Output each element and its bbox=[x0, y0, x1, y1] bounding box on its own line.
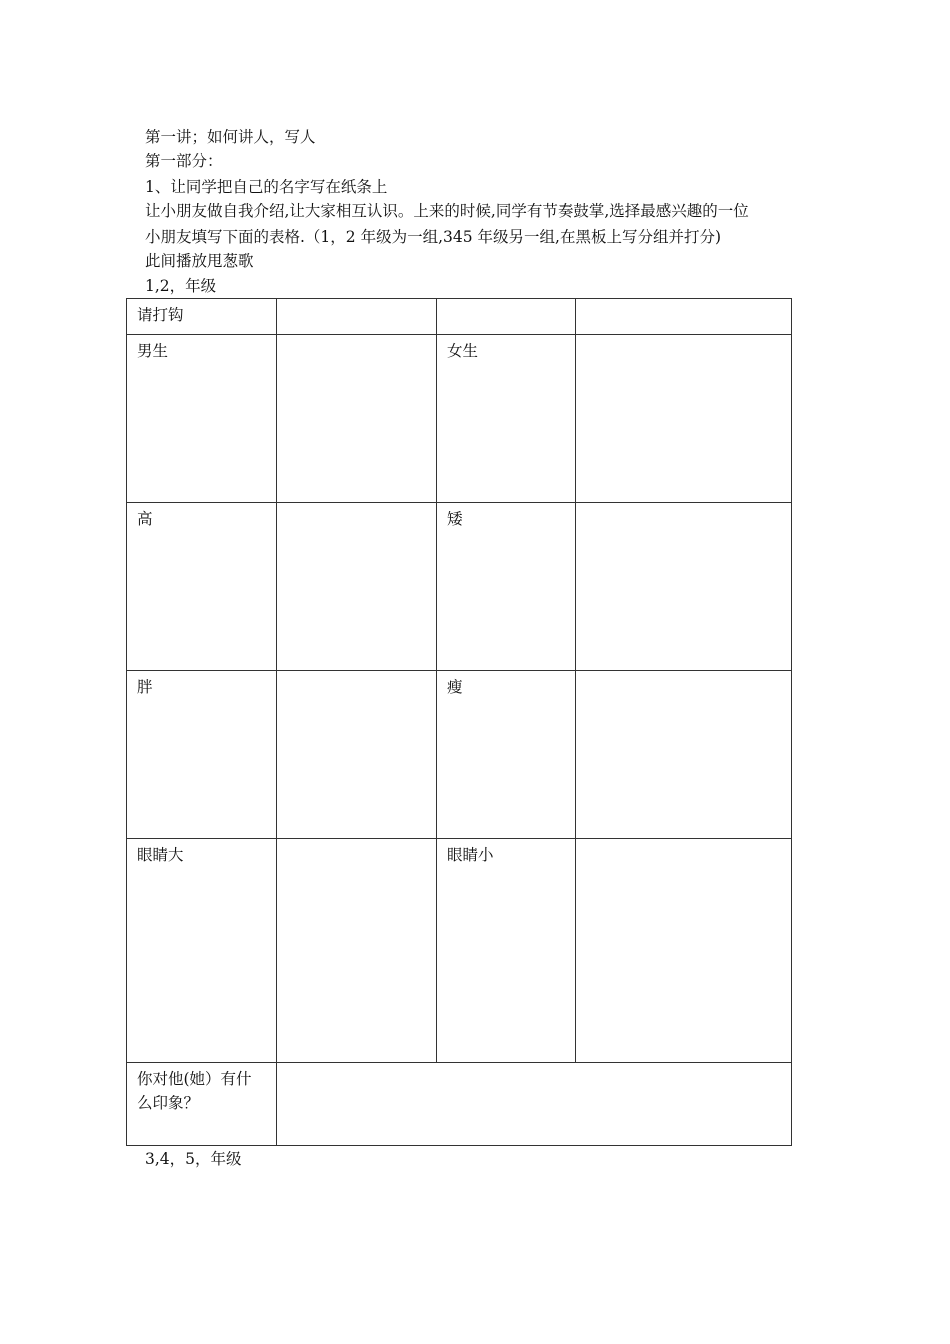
grade-label-3-4-5: 3,4，5，年级 bbox=[145, 1150, 242, 1168]
table-row bbox=[127, 671, 792, 839]
grade-label-1-2: 1,2，年级 bbox=[145, 277, 217, 295]
label-cell-thin: 瘦 bbox=[437, 671, 576, 839]
impression-answer-cell[interactable] bbox=[277, 1063, 792, 1146]
table-row bbox=[127, 335, 792, 503]
label-cell-fat: 胖 bbox=[127, 671, 277, 839]
table-row bbox=[127, 503, 792, 671]
part-heading: 第一部分： bbox=[145, 152, 223, 170]
check-cell-big-eyes[interactable] bbox=[277, 839, 437, 1063]
label-cell-tall: 高 bbox=[127, 503, 277, 671]
check-cell-tall[interactable] bbox=[277, 503, 437, 671]
check-cell-thin[interactable] bbox=[576, 671, 792, 839]
header-blank-cell[interactable] bbox=[277, 299, 437, 335]
check-cell-boy[interactable] bbox=[277, 335, 437, 503]
label-cell-girl: 女生 bbox=[437, 335, 576, 503]
header-blank-cell[interactable] bbox=[576, 299, 792, 335]
instruction-line-1: 让小朋友做自我介绍,让大家相互认识。上来的时候,同学有节奏鼓掌,选择最感兴趣的一位 bbox=[145, 202, 749, 220]
step-1: 1、让同学把自己的名字写在纸条上 bbox=[145, 178, 388, 196]
table-row bbox=[127, 299, 792, 335]
check-cell-fat[interactable] bbox=[277, 671, 437, 839]
music-note: 此间播放甩葱歌 bbox=[145, 252, 254, 270]
checklist-table bbox=[126, 298, 792, 1146]
check-cell-girl[interactable] bbox=[576, 335, 792, 503]
label-cell-big-eyes: 眼睛大 bbox=[127, 839, 277, 1063]
instruction-line-2: 小朋友填写下面的表格.（1，2 年级为一组,345 年级另一组,在黑板上写分组并打分) bbox=[145, 228, 721, 246]
header-cell: 请打钩 bbox=[127, 299, 277, 335]
label-cell-boy: 男生 bbox=[127, 335, 277, 503]
table-row bbox=[127, 839, 792, 1063]
label-cell-small-eyes: 眼睛小 bbox=[437, 839, 576, 1063]
check-cell-small-eyes[interactable] bbox=[576, 839, 792, 1063]
table-row bbox=[127, 1063, 792, 1146]
lecture-title: 第一讲；如何讲人，写人 bbox=[145, 128, 316, 146]
label-cell-short: 矮 bbox=[437, 503, 576, 671]
check-cell-short[interactable] bbox=[576, 503, 792, 671]
impression-label-cell: 你对他(她）有什么印象？ bbox=[127, 1063, 277, 1146]
header-blank-cell[interactable] bbox=[437, 299, 576, 335]
